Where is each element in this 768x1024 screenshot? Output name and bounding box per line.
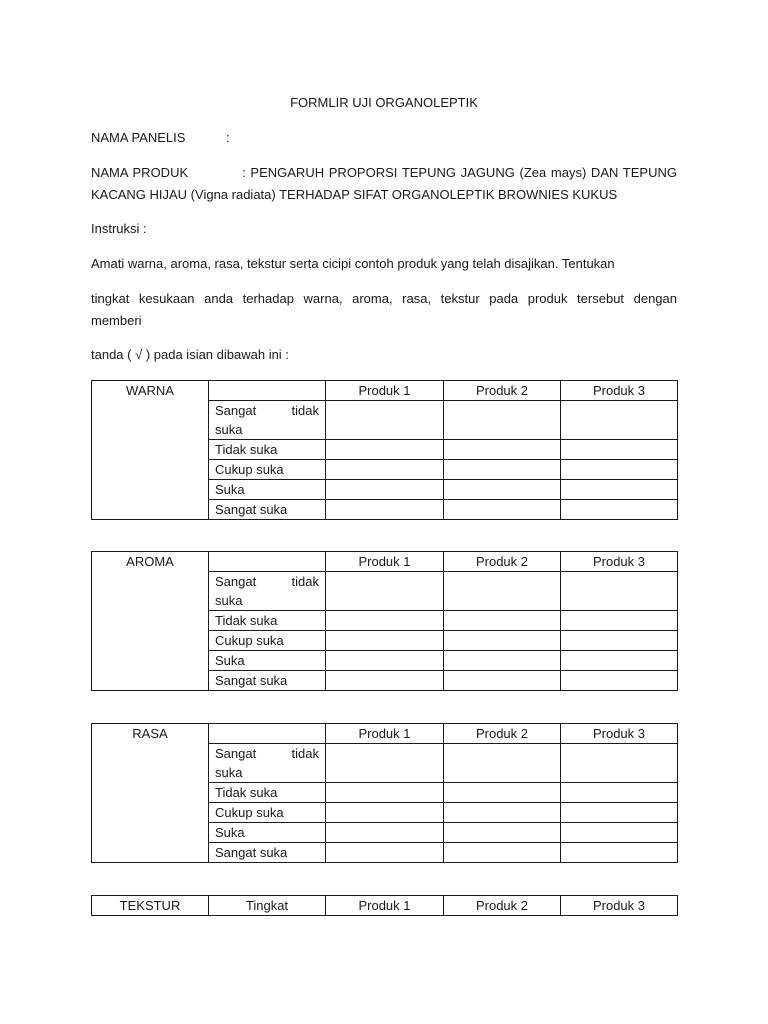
checkbox-cell[interactable] (444, 611, 561, 631)
checkbox-cell[interactable] (561, 611, 678, 631)
checkbox-cell[interactable] (561, 651, 678, 671)
instruction-3: tanda ( √ ) pada isian dibawah ini : (91, 347, 289, 362)
checkbox-cell[interactable] (326, 823, 444, 843)
header-produk-1: Produk 1 (326, 381, 444, 401)
panelis-label: NAMA PANELIS (91, 130, 186, 145)
checkbox-cell[interactable] (326, 803, 444, 823)
checkbox-cell[interactable] (444, 401, 561, 440)
table-header-row (92, 552, 678, 572)
checkbox-cell[interactable] (326, 783, 444, 803)
checkbox-cell[interactable] (561, 440, 678, 460)
level-suka: Suka (209, 480, 326, 500)
instruction-1: Amati warna, aroma, rasa, tekstur serta cicipi contoh produk yang telah disajikan. Tentukan (91, 256, 615, 271)
header-tingkat: Tingkat (209, 896, 326, 916)
tekstur-category: TEKSTUR (92, 896, 209, 916)
level-tidak-suka: Tidak suka (209, 783, 326, 803)
aroma-category: AROMA (92, 552, 209, 691)
checkbox-cell[interactable] (326, 480, 444, 500)
checkbox-cell[interactable] (326, 500, 444, 520)
rasa-table (91, 723, 678, 863)
checkbox-cell[interactable] (444, 500, 561, 520)
warna-category: WARNA (92, 381, 209, 520)
produk-value-1: PENGARUH PROPORSI TEPUNG JAGUNG (Zea mays) DAN TEPUNG (250, 165, 677, 180)
checkbox-cell[interactable] (326, 744, 444, 783)
instruksi-label: Instruksi : (91, 221, 147, 236)
checkbox-cell[interactable] (561, 823, 678, 843)
checkbox-cell[interactable] (326, 631, 444, 651)
level-sangat-suka: Sangat suka (209, 500, 326, 520)
checkbox-cell[interactable] (444, 572, 561, 611)
level-cukup-suka: Cukup suka (209, 460, 326, 480)
level-sangat-tidak-suka: Sangat tidak suka (209, 744, 326, 783)
checkbox-cell[interactable] (326, 843, 444, 863)
checkbox-cell[interactable] (561, 401, 678, 440)
warna-table (91, 380, 678, 520)
header-empty-cell (209, 381, 326, 401)
checkbox-cell[interactable] (326, 611, 444, 631)
level-suka: Suka (209, 823, 326, 843)
checkbox-cell[interactable] (444, 671, 561, 691)
header-produk-1: Produk 1 (326, 552, 444, 572)
header-produk-2: Produk 2 (444, 552, 561, 572)
checkbox-cell[interactable] (444, 480, 561, 500)
checkbox-cell[interactable] (444, 783, 561, 803)
level-sangat-suka: Sangat suka (209, 671, 326, 691)
checkbox-cell[interactable] (444, 803, 561, 823)
instruction-2-line-2: memberi (91, 313, 142, 328)
checkbox-cell[interactable] (561, 843, 678, 863)
checkbox-cell[interactable] (326, 401, 444, 440)
header-produk-2: Produk 2 (444, 896, 561, 916)
table-header-row (92, 724, 678, 744)
checkbox-cell[interactable] (561, 480, 678, 500)
level-cukup-suka: Cukup suka (209, 803, 326, 823)
produk-label: NAMA PRODUK (91, 165, 189, 180)
produk-colon: : (242, 165, 246, 180)
level-suka: Suka (209, 651, 326, 671)
checkbox-cell[interactable] (326, 651, 444, 671)
checkbox-cell[interactable] (561, 572, 678, 611)
form-title: FORMLIR UJI ORGANOLEPTIK (290, 95, 478, 110)
checkbox-cell[interactable] (326, 572, 444, 611)
header-produk-2: Produk 2 (444, 724, 561, 744)
checkbox-cell[interactable] (444, 744, 561, 783)
level-sangat-tidak-suka: Sangat tidak suka (209, 401, 326, 440)
checkbox-cell[interactable] (561, 460, 678, 480)
checkbox-cell[interactable] (444, 631, 561, 651)
table-header-row (92, 896, 678, 916)
panelis-colon: : (226, 130, 230, 145)
header-produk-3: Produk 3 (561, 552, 678, 572)
instruction-2-line-1: tingkat kesukaan anda terhadap warna, aroma, rasa, tekstur pada produk tersebut dengan (91, 291, 677, 306)
checkbox-cell[interactable] (444, 460, 561, 480)
header-produk-1: Produk 1 (326, 724, 444, 744)
header-produk-3: Produk 3 (561, 381, 678, 401)
header-empty-cell (209, 724, 326, 744)
level-tidak-suka: Tidak suka (209, 440, 326, 460)
checkbox-cell[interactable] (561, 671, 678, 691)
aroma-table (91, 551, 678, 691)
header-empty-cell (209, 552, 326, 572)
panelis-field (91, 130, 230, 145)
level-cukup-suka: Cukup suka (209, 631, 326, 651)
checkbox-cell[interactable] (561, 631, 678, 651)
checkbox-cell[interactable] (561, 783, 678, 803)
header-produk-3: Produk 3 (561, 724, 678, 744)
checkbox-cell[interactable] (561, 803, 678, 823)
level-sangat-suka: Sangat suka (209, 843, 326, 863)
produk-line-1 (91, 162, 677, 184)
checkbox-cell[interactable] (561, 744, 678, 783)
checkbox-cell[interactable] (444, 843, 561, 863)
checkbox-cell[interactable] (444, 440, 561, 460)
checkbox-cell[interactable] (444, 651, 561, 671)
checkbox-cell[interactable] (326, 440, 444, 460)
header-produk-1: Produk 1 (326, 896, 444, 916)
header-produk-3: Produk 3 (561, 896, 678, 916)
produk-field (91, 162, 677, 206)
header-produk-2: Produk 2 (444, 381, 561, 401)
level-tidak-suka: Tidak suka (209, 611, 326, 631)
checkbox-cell[interactable] (444, 823, 561, 843)
table-header-row (92, 381, 678, 401)
level-sangat-tidak-suka: Sangat tidak suka (209, 572, 326, 611)
instruction-2 (91, 288, 677, 332)
rasa-category: RASA (92, 724, 209, 863)
checkbox-cell[interactable] (326, 671, 444, 691)
produk-value-2: KACANG HIJAU (Vigna radiata) TERHADAP SIFAT ORGANOLEPTIK BROWNIES KUKUS (91, 187, 618, 202)
tekstur-table (91, 895, 678, 916)
checkbox-cell[interactable] (561, 500, 678, 520)
checkbox-cell[interactable] (326, 460, 444, 480)
